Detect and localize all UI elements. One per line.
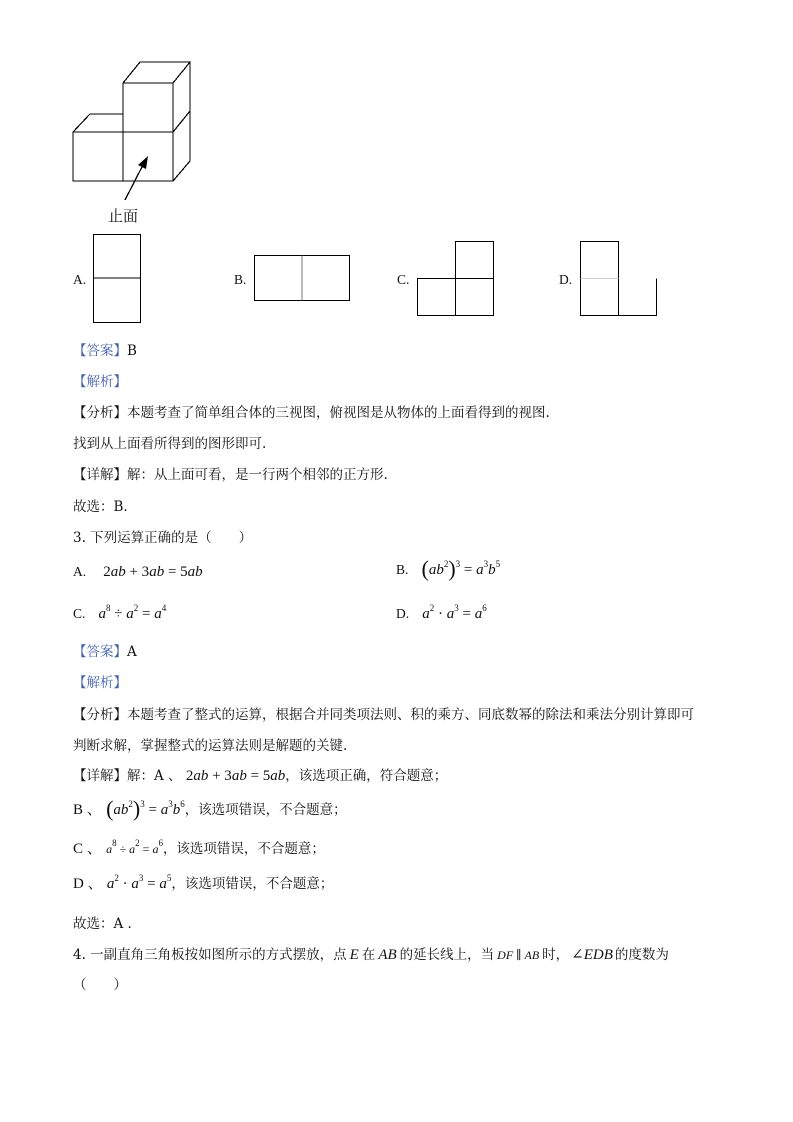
q3-jiexi: 【解析】 [73,675,127,691]
q3-option-d [396,603,487,623]
stem-part1: 4. 一副直角三角板按如图所示的方式摆放，点 [73,947,347,963]
option-c-figure [416,240,496,318]
d-lead: D 、 [73,876,103,892]
q4-stem [73,943,669,964]
option-a-label: A. [73,272,87,287]
front-view-label: 止面 [108,207,139,225]
q2-fenxi-line [73,401,550,421]
option-label: A. [73,564,87,579]
point-e: E [349,947,359,963]
wrong-tail: ，该选项错误，不合题意； [184,802,347,818]
expression: $(ab^2)^3 = a^3b^6$ [106,796,185,821]
option-label: D. [396,606,410,621]
stem-part3: 的延长线上，当 [399,947,495,963]
stem-part4: 时， [542,947,570,963]
q3-fenxi-line2: 判断求解，掌握整式的运算法则是解题的关键. [73,738,348,754]
cube-stack-figure [60,55,210,205]
q3-xiangjie-d [73,872,333,893]
q3-answer-line [73,640,137,660]
expression: $a^2 \cdot a^3 = a^6$ [422,603,487,622]
q3-fenxi-line [73,703,694,723]
xiangjie-text: 解：从上面可看，是一行两个相邻的正方形. [127,467,388,483]
answer-value: A [127,644,137,660]
stem-part2: 在 [361,947,376,963]
q2-fenxi-line2: 找到从上面看所得到的图形即可. [73,436,267,452]
b-lead: B 、 [73,802,102,818]
q2-jiexi: 【解析】 [73,374,127,390]
expression: $a^8 \div a^2 = a^4$ [98,603,167,622]
option-a-figure [92,233,142,325]
fenxi-tag: 【分析】 [73,707,127,723]
xiangjie-tag: 【详解】 [73,467,127,483]
wrong-tail: ，该选项错误，不合题意； [171,876,334,892]
q3-option-b [396,556,500,582]
fenxi-text: 本题考查了整式的运算，根据合并同类项法则、积的乘方、同底数幂的除法和乘法分别计算即可 [127,707,694,723]
xiangjie-a-tail: ，该选项正确，符合题意； [285,768,448,784]
q3-option-c [73,603,166,623]
option-b-label: B. [234,272,247,287]
q2-xiangjie-line [73,463,388,483]
expression: 2ab + 3ab = 5ab [103,564,203,580]
stem-part5: 的度数为 [614,947,669,963]
q2-guxuan: 故选：B. [73,499,128,515]
option-label: C. [73,606,86,621]
c-lead: C 、 [73,841,102,857]
q3-guxuan: 故选：A . [73,916,132,932]
option-b-figure [253,254,351,302]
expression: 2ab + 3ab = 5ab [185,768,286,784]
option-d-figure [579,240,659,318]
option-c-label: C. [397,272,410,287]
q3-xiangjie-a [73,764,447,785]
q3-xiangjie-c [73,837,325,858]
wrong-tail: ，该选项错误，不合题意； [162,841,325,857]
option-d-label: D. [559,272,573,287]
option-label: B. [396,562,409,577]
df-parallel-ab: DF ∥ AB [497,948,540,962]
expression: $a^8 \div a^2 = a^6$ [106,838,163,856]
answer-value: B [127,343,137,359]
q2-answer-line [73,339,137,359]
fenxi-text: 本题考查了简单组合体的三视图，俯视图是从物体的上面看得到的视图. [127,405,550,421]
xiangjie-tag: 【详解】 [73,768,127,784]
q4-stem-line2: （ ） [73,977,127,993]
fenxi-tag: 【分析】 [73,405,127,421]
answer-tag: 【答案】 [73,343,127,359]
q3-xiangjie-b [73,796,347,822]
segment-ab: AB [378,947,397,963]
expression: $(ab^2)^3 = a^3b^5$ [421,556,501,581]
xiangjie-lead: 解：A 、 [127,768,182,784]
expression: $a^2 \cdot a^3 = a^5$ [106,873,172,892]
answer-tag: 【答案】 [73,644,127,660]
q3-stem: 3. 下列运算正确的是（ ） [73,530,253,546]
q3-option-a [73,561,203,581]
angle-edb: ∠EDB [571,947,613,963]
